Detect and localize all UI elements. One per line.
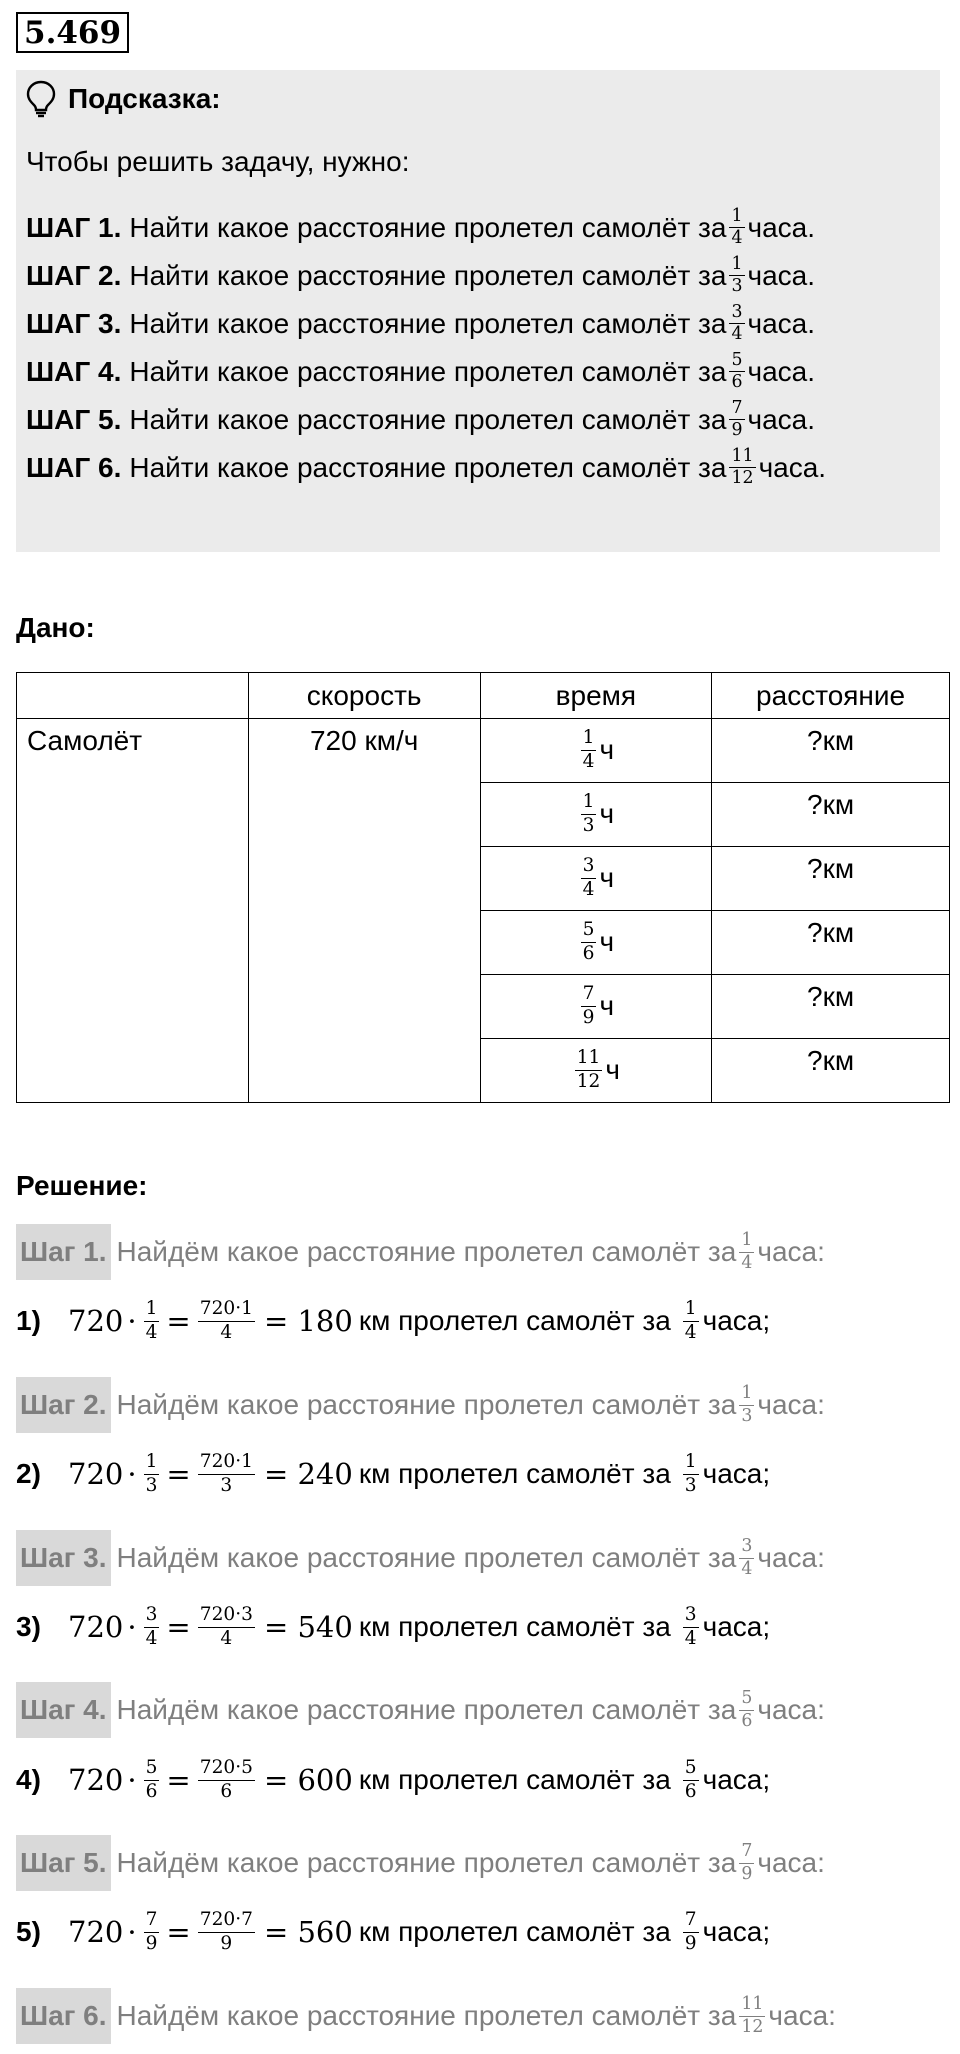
hint-step-denominator: 6 — [731, 372, 743, 393]
distance-cell: ?км — [712, 847, 950, 911]
calc-text: км пролетел самолёт за — [358, 1458, 671, 1490]
calc-multiplier-numerator: 5 — [144, 1759, 160, 1781]
time-numerator: 11 — [575, 1049, 603, 1071]
calc-operand: 720 — [68, 1610, 124, 1645]
solution-step-numerator: 1 — [739, 1385, 754, 1405]
solution-step-suffix: часа: — [757, 1847, 825, 1878]
calculation-expression — [68, 1300, 359, 1342]
calc-time-numerator: 5 — [683, 1759, 699, 1781]
calc-product-fraction — [198, 1453, 255, 1495]
solution-step-text: Найдём какое расстояние пролетел самолёт за — [116, 2000, 737, 2031]
hint-step — [26, 304, 815, 344]
hint-step-fraction — [729, 208, 744, 248]
hint-step-denominator: 4 — [731, 228, 743, 249]
calc-time-numerator: 1 — [683, 1300, 699, 1322]
time-cell — [480, 847, 712, 911]
hint-step — [26, 400, 815, 440]
solution-step-tag: Шаг 6. — [16, 1988, 111, 2044]
calc-result: = 240 — [263, 1457, 353, 1492]
time-unit: ч — [599, 926, 615, 958]
calc-text: км пролетел самолёт за — [358, 1916, 671, 1948]
hint-step — [26, 208, 815, 248]
time-unit: ч — [599, 798, 615, 830]
calc-product-denominator: 4 — [220, 1321, 233, 1343]
hint-step — [26, 448, 826, 488]
calc-multiplier-fraction — [144, 1759, 160, 1801]
calc-time-numerator: 7 — [683, 1911, 699, 1933]
calc-multiplier-numerator: 3 — [144, 1606, 160, 1628]
calculation — [16, 1911, 770, 1953]
calc-time-denominator: 6 — [684, 1780, 697, 1802]
calc-product-denominator: 6 — [220, 1780, 233, 1802]
time-denominator: 4 — [582, 751, 595, 772]
solution-step-tag: Шаг 5. — [16, 1835, 111, 1891]
distance-cell: ?км — [712, 1039, 950, 1103]
solution-step-fraction — [739, 1232, 754, 1272]
header-cell-distance: расстояние — [712, 673, 950, 719]
calc-multiplier-denominator: 9 — [145, 1932, 158, 1954]
table-row — [17, 719, 950, 783]
calc-product-denominator: 4 — [220, 1627, 233, 1649]
calc-result: = 600 — [263, 1763, 353, 1798]
calculation-index: 3) — [16, 1611, 41, 1643]
hint-step-denominator: 12 — [731, 468, 754, 489]
calculation-expression — [68, 1911, 359, 1953]
calc-equals: = — [166, 1304, 191, 1339]
calc-dot: · — [127, 1304, 137, 1339]
time-cell — [480, 911, 712, 975]
calc-multiplier-fraction — [144, 1300, 160, 1342]
calc-dot: · — [127, 1457, 137, 1492]
given-table — [16, 672, 950, 1103]
time-denominator: 9 — [582, 1007, 595, 1028]
hint-step-label: ШАГ 1. — [26, 211, 122, 243]
hint-step-denominator: 9 — [731, 420, 743, 441]
distance-cell: ?км — [712, 719, 950, 783]
hint-step-fraction — [729, 304, 744, 344]
solution-step-tag: Шаг 4. — [16, 1682, 111, 1738]
calculation-index: 1) — [16, 1305, 41, 1337]
hint-step-label: ШАГ 4. — [26, 355, 122, 387]
solution-step-suffix: часа: — [757, 1694, 825, 1725]
calc-suffix: часа; — [702, 1916, 771, 1948]
solution-step-fraction — [739, 1385, 754, 1425]
hint-step-text: Найти какое расстояние пролетел самолёт за — [129, 451, 727, 483]
header-cell-speed: скорость — [248, 673, 480, 719]
solution-step-suffix: часа: — [757, 1542, 825, 1573]
calc-time-numerator: 1 — [683, 1453, 699, 1475]
solution-step-numerator: 5 — [739, 1690, 754, 1710]
hint-step-numerator: 5 — [729, 352, 744, 372]
solution-step-tag: Шаг 1. — [16, 1224, 111, 1280]
calc-multiplier-fraction — [144, 1911, 160, 1953]
solution-step-suffix: часа: — [757, 1389, 825, 1420]
time-fraction — [581, 857, 597, 899]
calc-multiplier-numerator: 7 — [144, 1911, 160, 1933]
object-cell: Самолёт — [17, 719, 249, 1103]
time-denominator: 4 — [582, 879, 595, 900]
solution-step-denominator: 4 — [741, 1252, 753, 1273]
calc-product-denominator: 9 — [220, 1932, 233, 1954]
solution-step-numerator: 7 — [739, 1843, 754, 1863]
table-header-row — [17, 673, 950, 719]
solution-step-fraction — [739, 1843, 754, 1883]
calc-product-fraction — [198, 1911, 255, 1953]
calc-equals: = — [166, 1457, 191, 1492]
solution-step-tag: Шаг 2. — [16, 1377, 111, 1433]
time-unit: ч — [605, 1054, 620, 1086]
calculation-expression — [68, 1759, 359, 1801]
given-table-body — [17, 719, 950, 1103]
hint-step — [26, 352, 815, 392]
calc-operand: 720 — [68, 1457, 124, 1492]
calculation-index: 4) — [16, 1764, 41, 1796]
calc-operand: 720 — [68, 1915, 124, 1950]
hint-step-label: ШАГ 2. — [26, 259, 122, 291]
calc-text: км пролетел самолёт за — [358, 1305, 671, 1337]
hint-step-label: ШАГ 6. — [26, 451, 122, 483]
lightbulb-icon — [26, 80, 56, 118]
hint-step-text: Найти какое расстояние пролетел самолёт за — [129, 211, 727, 243]
time-unit: ч — [599, 862, 615, 894]
hint-step-numerator: 11 — [729, 448, 755, 468]
calc-operand: 720 — [68, 1763, 124, 1798]
hint-box — [16, 70, 940, 552]
time-numerator: 7 — [581, 985, 597, 1007]
time-fraction — [581, 729, 597, 771]
hint-intro: Чтобы решить задачу, нужно: — [26, 146, 410, 177]
header-cell-empty — [17, 673, 249, 719]
time-cell — [480, 719, 712, 783]
solution-step-text: Найдём какое расстояние пролетел самолёт за — [116, 1847, 737, 1878]
calc-product-numerator: 720·3 — [198, 1606, 255, 1628]
calc-product-numerator: 720·7 — [198, 1911, 255, 1933]
solution-step-fraction — [739, 1996, 765, 2036]
calc-time-fraction — [683, 1759, 699, 1801]
calc-time-denominator: 9 — [684, 1932, 697, 1954]
calc-time-fraction — [683, 1300, 699, 1342]
hint-step-label: ШАГ 3. — [26, 307, 122, 339]
solution-step-numerator: 1 — [739, 1232, 754, 1252]
solution-title: Решение: — [16, 1170, 148, 1201]
calc-text: км пролетел самолёт за — [358, 1764, 671, 1796]
calc-dot: · — [127, 1610, 137, 1645]
calc-time-numerator: 3 — [683, 1606, 699, 1628]
time-cell — [480, 783, 712, 847]
calc-result: = 560 — [263, 1915, 353, 1950]
hint-step-fraction — [729, 256, 744, 296]
speed-cell: 720 км/ч — [248, 719, 480, 1103]
calc-operand: 720 — [68, 1304, 124, 1339]
calc-multiplier-denominator: 4 — [145, 1627, 158, 1649]
time-fraction — [581, 921, 597, 963]
time-denominator: 12 — [576, 1071, 601, 1092]
calc-result: = 180 — [263, 1304, 353, 1339]
hint-step-numerator: 7 — [729, 400, 744, 420]
calc-time-denominator: 4 — [684, 1627, 697, 1649]
calc-dot: · — [127, 1763, 137, 1798]
calc-product-numerator: 720·1 — [198, 1300, 255, 1322]
hint-step-suffix: часа. — [747, 355, 816, 387]
calc-time-fraction — [683, 1911, 699, 1953]
solution-step-denominator: 12 — [741, 2016, 764, 2037]
hint-step-text: Найти какое расстояние пролетел самолёт за — [129, 355, 727, 387]
solution-step-fraction — [739, 1690, 754, 1730]
time-numerator: 1 — [581, 729, 597, 751]
calc-dot: · — [127, 1915, 137, 1950]
time-unit: ч — [599, 990, 615, 1022]
time-numerator: 1 — [581, 793, 597, 815]
calc-product-numerator: 720·1 — [198, 1453, 255, 1475]
hint-step — [26, 256, 815, 296]
distance-cell: ?км — [712, 975, 950, 1039]
calc-equals: = — [166, 1763, 191, 1798]
calc-multiplier-fraction — [144, 1453, 160, 1495]
hint-step-denominator: 3 — [731, 276, 743, 297]
time-denominator: 3 — [582, 815, 595, 836]
time-denominator: 6 — [582, 943, 595, 964]
header-cell-time: время — [480, 673, 712, 719]
calc-suffix: часа; — [702, 1305, 771, 1337]
hint-step-text: Найти какое расстояние пролетел самолёт за — [129, 403, 727, 435]
calc-result: = 540 — [263, 1610, 353, 1645]
calc-equals: = — [166, 1915, 191, 1950]
calculation-expression — [68, 1606, 359, 1648]
solution-step-text: Найдём какое расстояние пролетел самолёт за — [116, 1694, 737, 1725]
hint-step-fraction — [729, 400, 744, 440]
calculation — [16, 1300, 770, 1342]
solution-step-suffix: часа: — [757, 1236, 825, 1267]
solution-step-denominator: 3 — [741, 1405, 753, 1426]
hint-step-fraction — [729, 352, 744, 392]
hint-step-numerator: 1 — [729, 256, 744, 276]
hint-step-text: Найти какое расстояние пролетел самолёт за — [129, 307, 727, 339]
solution-step-denominator: 9 — [741, 1863, 753, 1884]
solution-step — [16, 1988, 836, 2044]
hint-step-denominator: 4 — [731, 324, 743, 345]
solution-step-suffix: часа: — [768, 2000, 836, 2031]
calc-multiplier-denominator: 6 — [145, 1780, 158, 1802]
calculation-expression — [68, 1453, 359, 1495]
hint-step-numerator: 3 — [729, 304, 744, 324]
calc-product-fraction — [198, 1759, 255, 1801]
solution-step-text: Найдём какое расстояние пролетел самолёт за — [116, 1389, 737, 1420]
calc-product-fraction — [198, 1606, 255, 1648]
time-fraction — [575, 1049, 603, 1091]
hint-title: Подсказка: — [68, 83, 221, 114]
hint-step-fraction — [729, 448, 755, 488]
hint-step-text: Найти какое расстояние пролетел самолёт за — [129, 259, 727, 291]
calc-time-fraction — [683, 1606, 699, 1648]
calc-equals: = — [166, 1610, 191, 1645]
solution-step — [16, 1224, 825, 1280]
calculation — [16, 1606, 770, 1648]
calc-product-numerator: 720·5 — [198, 1759, 255, 1781]
calculation — [16, 1759, 770, 1801]
given-title: Дано: — [16, 612, 95, 643]
calc-multiplier-numerator: 1 — [144, 1300, 160, 1322]
solution-step-numerator: 11 — [739, 1996, 765, 2016]
time-fraction — [581, 793, 597, 835]
solution-step-denominator: 4 — [741, 1558, 753, 1579]
hint-step-suffix: часа. — [747, 307, 816, 339]
calc-time-fraction — [683, 1453, 699, 1495]
calc-product-fraction — [198, 1300, 255, 1342]
hint-step-suffix: часа. — [747, 211, 816, 243]
solution-step-tag: Шаг 3. — [16, 1530, 111, 1586]
calculation-index: 5) — [16, 1916, 41, 1948]
hint-step-suffix: часа. — [747, 403, 816, 435]
calculation-index: 2) — [16, 1458, 41, 1490]
time-cell — [480, 975, 712, 1039]
calc-time-denominator: 3 — [684, 1474, 697, 1496]
time-cell — [480, 1039, 712, 1103]
calc-text: км пролетел самолёт за — [358, 1611, 671, 1643]
hint-step-suffix: часа. — [747, 259, 816, 291]
solution-step — [16, 1682, 825, 1738]
solution-step-fraction — [739, 1538, 754, 1578]
calculation — [16, 1453, 770, 1495]
solution-step-denominator: 6 — [741, 1710, 753, 1731]
hint-step-numerator: 1 — [729, 208, 744, 228]
hint-step-label: ШАГ 5. — [26, 403, 122, 435]
solution-step-numerator: 3 — [739, 1538, 754, 1558]
time-fraction — [581, 985, 597, 1027]
calc-time-denominator: 4 — [684, 1321, 697, 1343]
time-unit: ч — [599, 734, 615, 766]
hint-header — [26, 80, 221, 118]
calc-suffix: часа; — [702, 1611, 771, 1643]
calc-multiplier-fraction — [144, 1606, 160, 1648]
solution-step-text: Найдём какое расстояние пролетел самолёт за — [116, 1542, 737, 1573]
distance-cell: ?км — [712, 911, 950, 975]
time-numerator: 3 — [581, 857, 597, 879]
solution-step-text: Найдём какое расстояние пролетел самолёт за — [116, 1236, 737, 1267]
distance-cell: ?км — [712, 783, 950, 847]
calc-multiplier-denominator: 3 — [145, 1474, 158, 1496]
calc-suffix: часа; — [702, 1764, 771, 1796]
calc-multiplier-denominator: 4 — [145, 1321, 158, 1343]
calc-product-denominator: 3 — [220, 1474, 233, 1496]
calc-multiplier-numerator: 1 — [144, 1453, 160, 1475]
solution-step — [16, 1377, 825, 1433]
hint-step-suffix: часа. — [758, 451, 827, 483]
calc-suffix: часа; — [702, 1458, 771, 1490]
time-numerator: 5 — [581, 921, 597, 943]
problem-number: 5.469 — [16, 12, 129, 53]
solution-step — [16, 1835, 825, 1891]
solution-step — [16, 1530, 825, 1586]
